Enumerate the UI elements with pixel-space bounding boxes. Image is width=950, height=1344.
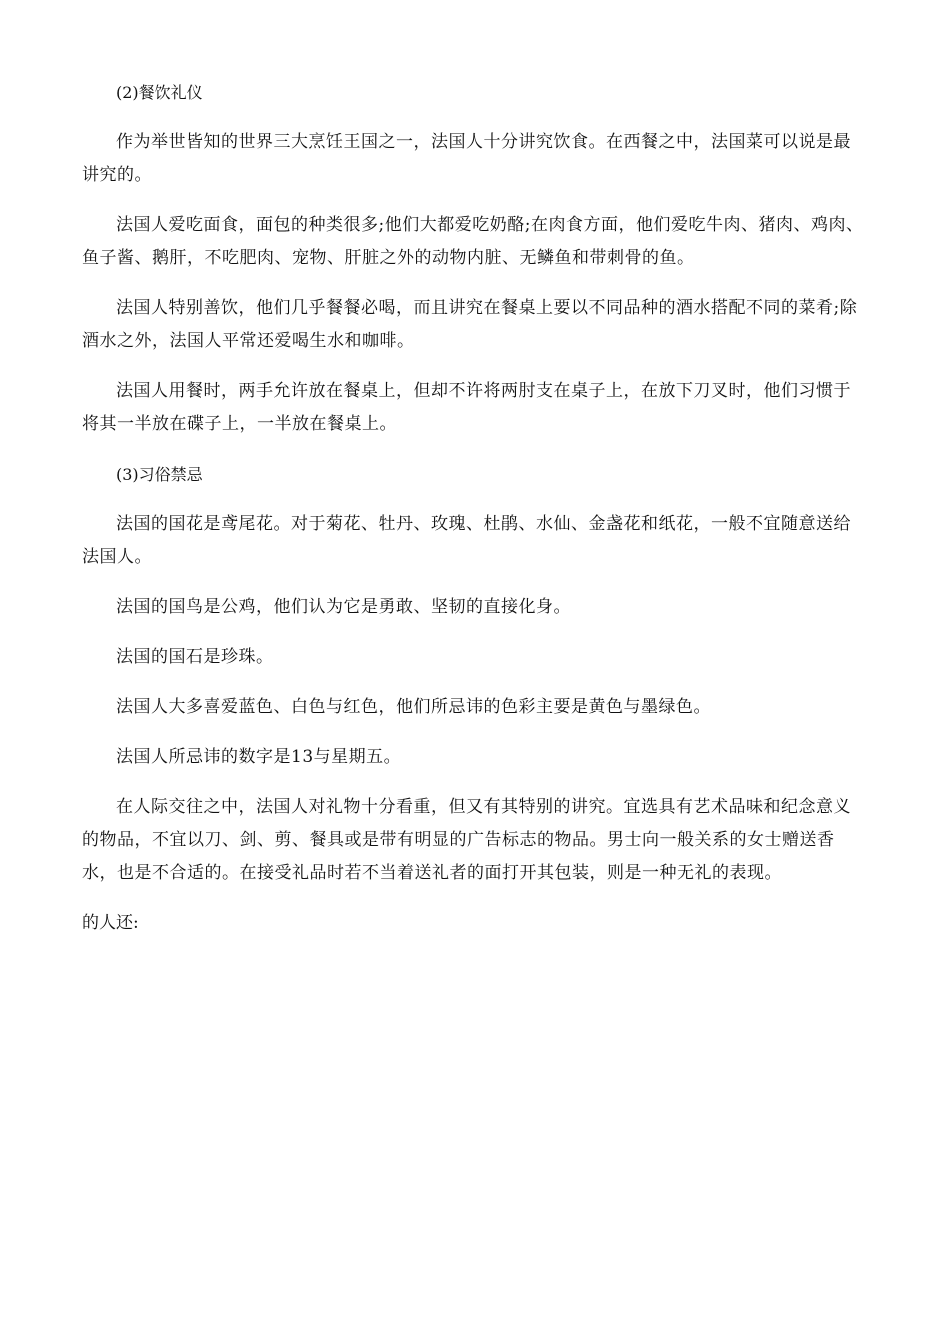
trailing-text: 的人还: [82, 913, 139, 933]
paragraph-dining-3: 法国人特别善饮，他们几乎餐餐必喝，而且讲究在餐桌上要以不同品种的酒水搭配不同的菜肴;除酒水之外，法国人平常还爱喝生水和咖啡。 [82, 298, 858, 351]
paragraph-taboo-3: 法国的国石是珍珠。 [116, 647, 274, 667]
paragraph-dining-1: 作为举世皆知的世界三大烹饪王国之一，法国人十分讲究饮食。在西餐之中，法国菜可以说是最讲究的。 [82, 132, 851, 185]
paragraph-dining-4: 法国人用餐时，两手允许放在餐桌上，但却不许将两肘支在桌子上，在放下刀叉时，他们习惯于将其一半放在碟子上，一半放在餐桌上。 [82, 381, 851, 434]
paragraph-taboo-5: 法国人所忌讳的数字是13与星期五。 [116, 747, 402, 767]
paragraph-taboo-6: 在人际交往之中，法国人对礼物十分看重，但又有其特别的讲究。宜选具有艺术品味和纪念意义的物品，不宜以刀、剑、剪、餐具或是带有明显的广告标志的物品。男士向一般关系的女士赠送香水，也是不合适的。在接受礼品时若不当着送礼者的面打开其包装，则是一种无礼的表现。 [82, 797, 851, 883]
paragraph-taboo-1: 法国的国花是鸢尾花。对于菊花、牡丹、玫瑰、杜鹃、水仙、金盏花和纸花，一般不宜随意送给法国人。 [82, 514, 851, 567]
paragraph-taboo-2: 法国的国鸟是公鸡，他们认为它是勇敢、坚韧的直接化身。 [116, 597, 571, 617]
paragraph-taboo-4: 法国人大多喜爱蓝色、白色与红色，他们所忌讳的色彩主要是黄色与墨绿色。 [116, 697, 711, 717]
paragraph-dining-2: 法国人爱吃面食，面包的种类很多;他们大都爱吃奶酪;在肉食方面，他们爱吃牛肉、猪肉、鸡肉、鱼子酱、鹅肝，不吃肥肉、宠物、肝脏之外的动物内脏、无鳞鱼和带刺骨的鱼。 [82, 215, 864, 268]
section-heading-taboo: (3)习俗禁忌 [116, 465, 203, 484]
section-heading-dining: (2)餐饮礼仪 [116, 83, 203, 102]
document-body [82, 76, 868, 940]
